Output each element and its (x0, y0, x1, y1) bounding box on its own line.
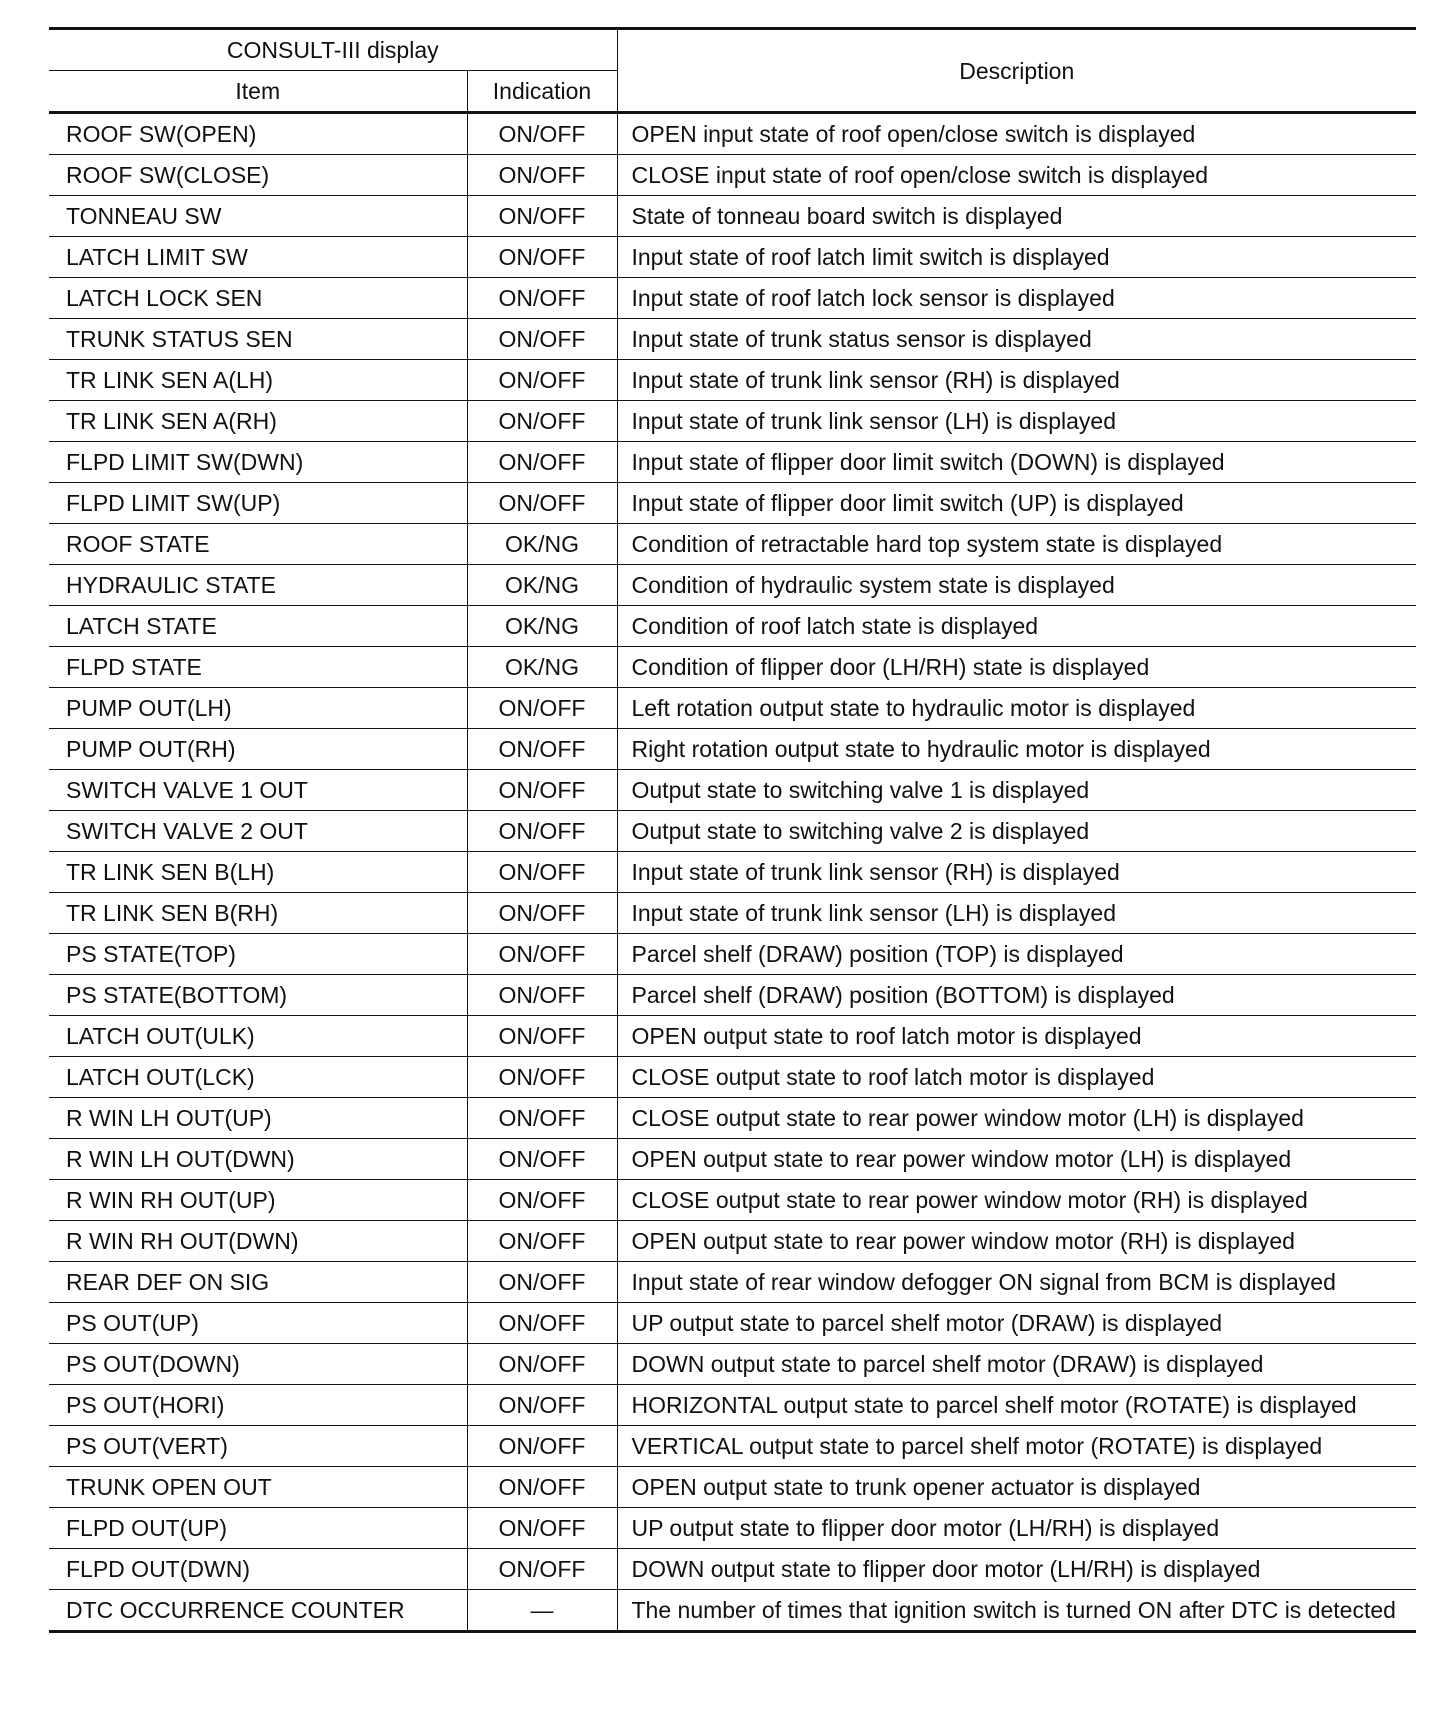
table-row (49, 647, 1416, 688)
description-header: Description (617, 29, 1416, 113)
table-row (49, 1180, 1416, 1221)
description-cell: Input state of trunk link sensor (RH) is displayed (617, 360, 1416, 401)
description-cell: Input state of flipper door limit switch (DOWN) is displayed (617, 442, 1416, 483)
description-cell: UP output state to flipper door motor (LH/RH) is displayed (617, 1508, 1416, 1549)
indication-cell: ON/OFF (467, 278, 617, 319)
description-cell: CLOSE output state to roof latch motor is displayed (617, 1057, 1416, 1098)
indication-cell: OK/NG (467, 647, 617, 688)
item-cell: TR LINK SEN B(LH) (49, 852, 467, 893)
table-row (49, 1385, 1416, 1426)
item-cell: ROOF STATE (49, 524, 467, 565)
table-row (49, 811, 1416, 852)
indication-cell: ON/OFF (467, 1344, 617, 1385)
item-cell: PS OUT(DOWN) (49, 1344, 467, 1385)
header-row-1 (49, 29, 1416, 71)
item-cell: FLPD STATE (49, 647, 467, 688)
description-cell: Input state of rear window defogger ON signal from BCM is displayed (617, 1262, 1416, 1303)
indication-cell: ON/OFF (467, 237, 617, 278)
table-row (49, 1262, 1416, 1303)
description-cell: Left rotation output state to hydraulic motor is displayed (617, 688, 1416, 729)
table-row (49, 1016, 1416, 1057)
table-row (49, 852, 1416, 893)
table-row (49, 196, 1416, 237)
item-cell: TR LINK SEN B(RH) (49, 893, 467, 934)
item-cell: FLPD OUT(UP) (49, 1508, 467, 1549)
item-cell: SWITCH VALVE 1 OUT (49, 770, 467, 811)
indication-cell: ON/OFF (467, 155, 617, 196)
description-cell: DOWN output state to flipper door motor (LH/RH) is displayed (617, 1549, 1416, 1590)
description-cell: Input state of trunk link sensor (RH) is displayed (617, 852, 1416, 893)
indication-cell: — (467, 1590, 617, 1632)
table-row (49, 319, 1416, 360)
indication-cell: ON/OFF (467, 934, 617, 975)
item-cell: SWITCH VALVE 2 OUT (49, 811, 467, 852)
indication-cell: ON/OFF (467, 1057, 617, 1098)
indication-cell: ON/OFF (467, 442, 617, 483)
table-row (49, 237, 1416, 278)
indication-cell: ON/OFF (467, 893, 617, 934)
item-cell: FLPD OUT(DWN) (49, 1549, 467, 1590)
table-row (49, 1139, 1416, 1180)
item-cell: R WIN LH OUT(DWN) (49, 1139, 467, 1180)
item-cell: LATCH LIMIT SW (49, 237, 467, 278)
description-cell: OPEN input state of roof open/close switch is displayed (617, 113, 1416, 155)
table-header (49, 29, 1416, 113)
indication-cell: ON/OFF (467, 770, 617, 811)
item-cell: TONNEAU SW (49, 196, 467, 237)
table-row (49, 483, 1416, 524)
item-cell: FLPD LIMIT SW(UP) (49, 483, 467, 524)
table-row (49, 729, 1416, 770)
item-cell: LATCH OUT(LCK) (49, 1057, 467, 1098)
description-cell: Condition of roof latch state is displayed (617, 606, 1416, 647)
indication-cell: ON/OFF (467, 1180, 617, 1221)
description-cell: CLOSE output state to rear power window motor (RH) is displayed (617, 1180, 1416, 1221)
description-cell: OPEN output state to roof latch motor is displayed (617, 1016, 1416, 1057)
description-cell: Input state of trunk status sensor is displayed (617, 319, 1416, 360)
description-cell: The number of times that ignition switch is turned ON after DTC is detected (617, 1590, 1416, 1632)
consult-data-monitor-table-container (49, 27, 1416, 1633)
item-cell: PS OUT(UP) (49, 1303, 467, 1344)
description-cell: Output state to switching valve 2 is displayed (617, 811, 1416, 852)
indication-cell: ON/OFF (467, 1385, 617, 1426)
item-cell: R WIN LH OUT(UP) (49, 1098, 467, 1139)
description-cell: Input state of roof latch lock sensor is displayed (617, 278, 1416, 319)
item-cell: LATCH STATE (49, 606, 467, 647)
indication-cell: OK/NG (467, 565, 617, 606)
table-row (49, 770, 1416, 811)
table-row (49, 893, 1416, 934)
description-cell: Condition of retractable hard top system state is displayed (617, 524, 1416, 565)
table-row (49, 1467, 1416, 1508)
indication-cell: ON/OFF (467, 1549, 617, 1590)
indication-cell: ON/OFF (467, 1303, 617, 1344)
table-row (49, 113, 1416, 155)
item-cell: LATCH LOCK SEN (49, 278, 467, 319)
item-cell: TR LINK SEN A(LH) (49, 360, 467, 401)
description-cell: Input state of trunk link sensor (LH) is displayed (617, 401, 1416, 442)
consult-display-header: CONSULT-III display (49, 29, 617, 71)
description-cell: Input state of roof latch limit switch is displayed (617, 237, 1416, 278)
consult-data-monitor-table (49, 27, 1416, 1633)
description-cell: Parcel shelf (DRAW) position (BOTTOM) is displayed (617, 975, 1416, 1016)
table-row (49, 278, 1416, 319)
item-cell: R WIN RH OUT(DWN) (49, 1221, 467, 1262)
table-row (49, 1590, 1416, 1632)
description-cell: DOWN output state to parcel shelf motor (DRAW) is displayed (617, 1344, 1416, 1385)
indication-cell: ON/OFF (467, 483, 617, 524)
table-row (49, 1098, 1416, 1139)
indication-cell: ON/OFF (467, 319, 617, 360)
item-cell: PUMP OUT(LH) (49, 688, 467, 729)
indication-cell: ON/OFF (467, 1016, 617, 1057)
description-cell: HORIZONTAL output state to parcel shelf motor (ROTATE) is displayed (617, 1385, 1416, 1426)
table-row (49, 1057, 1416, 1098)
description-cell: OPEN output state to rear power window motor (LH) is displayed (617, 1139, 1416, 1180)
indication-cell: ON/OFF (467, 1221, 617, 1262)
description-cell: Condition of flipper door (LH/RH) state is displayed (617, 647, 1416, 688)
item-header: Item (49, 71, 467, 113)
description-cell: CLOSE output state to rear power window motor (LH) is displayed (617, 1098, 1416, 1139)
indication-cell: ON/OFF (467, 975, 617, 1016)
indication-cell: ON/OFF (467, 688, 617, 729)
table-row (49, 442, 1416, 483)
table-row (49, 1303, 1416, 1344)
table-row (49, 524, 1416, 565)
item-cell: DTC OCCURRENCE COUNTER (49, 1590, 467, 1632)
item-cell: TR LINK SEN A(RH) (49, 401, 467, 442)
indication-cell: ON/OFF (467, 401, 617, 442)
table-row (49, 606, 1416, 647)
indication-cell: ON/OFF (467, 1467, 617, 1508)
indication-cell: ON/OFF (467, 1139, 617, 1180)
table-row (49, 934, 1416, 975)
item-cell: HYDRAULIC STATE (49, 565, 467, 606)
description-cell: Input state of flipper door limit switch (UP) is displayed (617, 483, 1416, 524)
table-body (49, 113, 1416, 1632)
item-cell: TRUNK STATUS SEN (49, 319, 467, 360)
table-row (49, 401, 1416, 442)
table-row (49, 565, 1416, 606)
description-cell: OPEN output state to trunk opener actuator is displayed (617, 1467, 1416, 1508)
item-cell: R WIN RH OUT(UP) (49, 1180, 467, 1221)
table-row (49, 1508, 1416, 1549)
item-cell: REAR DEF ON SIG (49, 1262, 467, 1303)
table-row (49, 1221, 1416, 1262)
item-cell: ROOF SW(OPEN) (49, 113, 467, 155)
item-cell: PS OUT(VERT) (49, 1426, 467, 1467)
item-cell: ROOF SW(CLOSE) (49, 155, 467, 196)
indication-cell: OK/NG (467, 606, 617, 647)
description-cell: Parcel shelf (DRAW) position (TOP) is displayed (617, 934, 1416, 975)
indication-cell: ON/OFF (467, 113, 617, 155)
item-cell: PS OUT(HORI) (49, 1385, 467, 1426)
indication-cell: ON/OFF (467, 852, 617, 893)
item-cell: PS STATE(TOP) (49, 934, 467, 975)
indication-cell: ON/OFF (467, 1508, 617, 1549)
item-cell: TRUNK OPEN OUT (49, 1467, 467, 1508)
description-cell: VERTICAL output state to parcel shelf motor (ROTATE) is displayed (617, 1426, 1416, 1467)
indication-cell: ON/OFF (467, 1098, 617, 1139)
description-cell: Right rotation output state to hydraulic motor is displayed (617, 729, 1416, 770)
description-cell: UP output state to parcel shelf motor (DRAW) is displayed (617, 1303, 1416, 1344)
description-cell: OPEN output state to rear power window motor (RH) is displayed (617, 1221, 1416, 1262)
indication-cell: ON/OFF (467, 811, 617, 852)
description-cell: Condition of hydraulic system state is displayed (617, 565, 1416, 606)
description-cell: Output state to switching valve 1 is displayed (617, 770, 1416, 811)
indication-cell: ON/OFF (467, 360, 617, 401)
description-cell: CLOSE input state of roof open/close switch is displayed (617, 155, 1416, 196)
description-cell: Input state of trunk link sensor (LH) is displayed (617, 893, 1416, 934)
table-row (49, 688, 1416, 729)
indication-cell: OK/NG (467, 524, 617, 565)
table-row (49, 1549, 1416, 1590)
item-cell: LATCH OUT(ULK) (49, 1016, 467, 1057)
indication-cell: ON/OFF (467, 196, 617, 237)
indication-cell: ON/OFF (467, 1262, 617, 1303)
indication-header: Indication (467, 71, 617, 113)
item-cell: FLPD LIMIT SW(DWN) (49, 442, 467, 483)
indication-cell: ON/OFF (467, 729, 617, 770)
table-row (49, 1344, 1416, 1385)
table-row (49, 155, 1416, 196)
indication-cell: ON/OFF (467, 1426, 617, 1467)
description-cell: State of tonneau board switch is displayed (617, 196, 1416, 237)
item-cell: PS STATE(BOTTOM) (49, 975, 467, 1016)
table-row (49, 975, 1416, 1016)
table-row (49, 1426, 1416, 1467)
item-cell: PUMP OUT(RH) (49, 729, 467, 770)
table-row (49, 360, 1416, 401)
